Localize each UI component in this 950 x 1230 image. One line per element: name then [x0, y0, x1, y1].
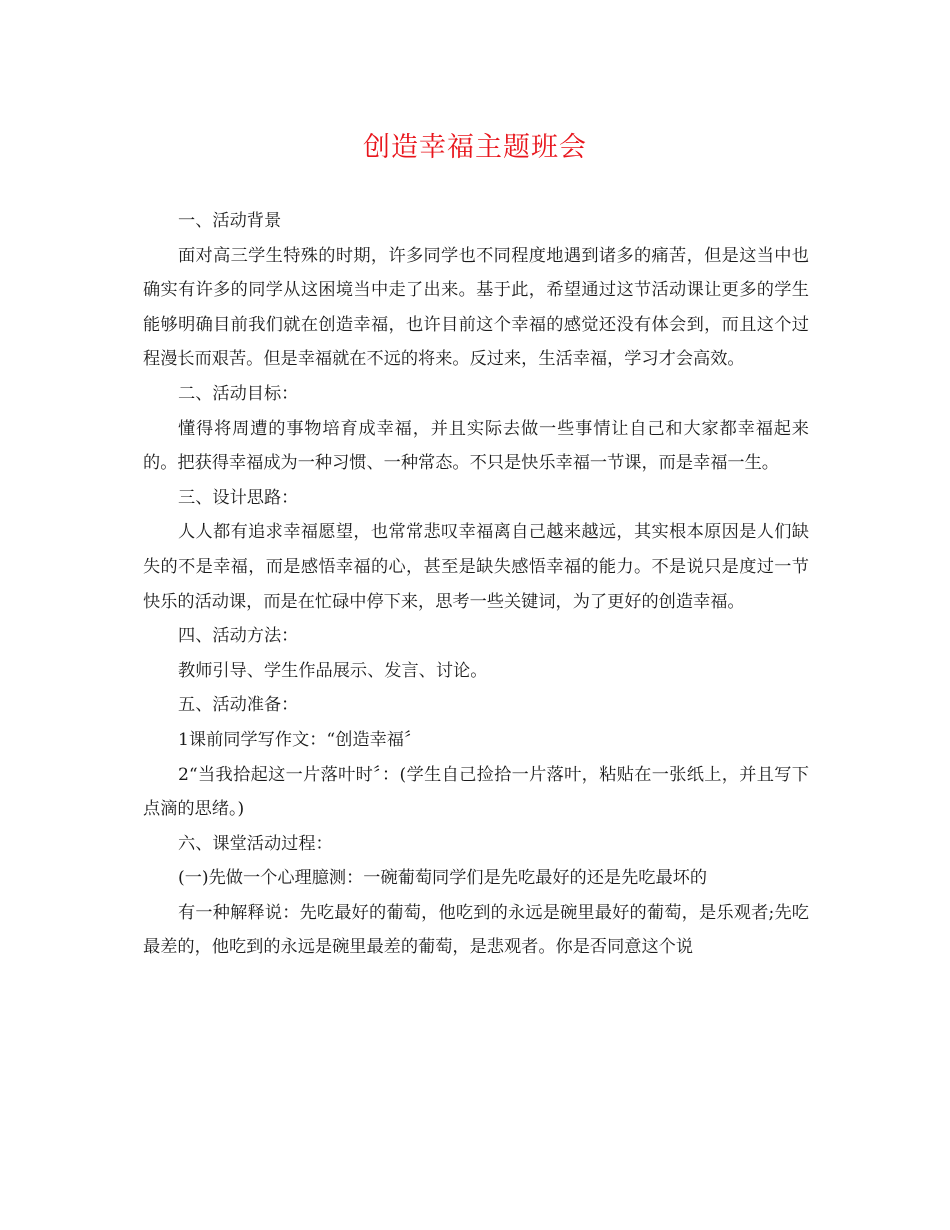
paragraph-explanation: 有一种解释说：先吃最好的葡萄，他吃到的永远是碗里最好的葡萄，是乐观者;先吃最差的，他吃到的永远是碗里最差的葡萄，是悲观者。你是否同意这个说	[143, 902, 809, 958]
preparation-item-2: 2“当我拾起这一片落叶时〞：(学生自己捡拾一片落叶，粘贴在一张纸上，并且写下点滴的思绪。)	[143, 764, 809, 820]
preparation-item-1: 1课前同学写作文：“创造幸福〞	[178, 729, 422, 750]
heading-background: 一、活动背景	[178, 211, 282, 231]
heading-process: 六、课堂活动过程：	[178, 833, 333, 854]
document-title: 创造幸福主题班会	[363, 132, 587, 163]
paragraph-design: 人人都有追求幸福愿望，也常常悲叹幸福离自己越来越远，其实根本原因是人们缺失的不是幸福，而是感悟幸福的心，甚至是缺失感悟幸福的能力。不是说只是度过一节快乐的活动课，而是在忙碌中停下来，思考一些关键词，为了更好的创造幸福。	[143, 522, 809, 612]
process-step-1: (一)先做一个心理臆测：一碗葡萄同学们是先吃最好的还是先吃最坏的	[178, 868, 708, 889]
paragraph-goals: 懂得将周遭的事物培育成幸福，并且实际去做一些事情让自己和大家都幸福起来的。把获得幸福成为一种习惯、一种常态。不只是快乐幸福一节课，而是幸福一生。	[143, 418, 809, 474]
heading-goals: 二、活动目标：	[178, 383, 299, 404]
heading-design: 三、设计思路：	[178, 487, 299, 508]
heading-preparation: 五、活动准备：	[178, 695, 299, 716]
heading-methods: 四、活动方法：	[178, 626, 299, 647]
paragraph-methods: 教师引导、学生作品展示、发言、讨论。	[178, 660, 488, 681]
document-body	[143, 204, 809, 965]
paragraph-background: 面对高三学生特殊的时期，许多同学也不同程度地遇到诸多的痛苦，但是这当中也确实有许多的同学从这困境当中走了出来。基于此，希望通过这节活动课让更多的学生能够明确目前我们就在创造幸福，也许目前这个幸福的感觉还没有体会到，而且这个过程漫长而艰苦。但是幸福就在不远的将来。反过来，生活幸福，学习才会高效。	[143, 245, 809, 370]
